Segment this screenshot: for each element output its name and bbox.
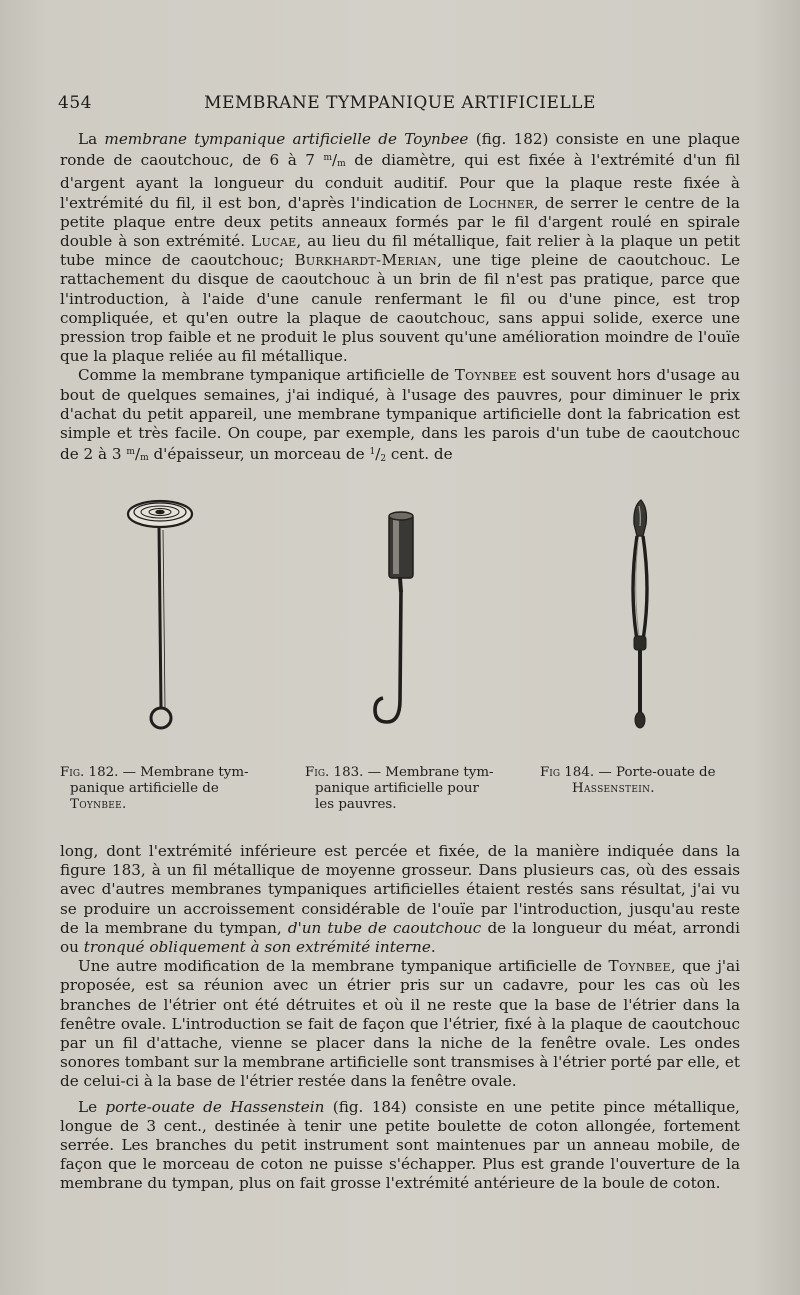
figures-row xyxy=(60,490,760,760)
figure-182-toynbee-membrane xyxy=(125,490,195,740)
page-header xyxy=(58,93,742,117)
page-number: 454 xyxy=(58,93,92,113)
paragraph-continuation: long, dont l'extrémité inférieure est percée et fixée, de la manière indiquée dans la figure 183, à un fil métallique de moyenne grosseur. Dans plusieurs cas, où des essais avec d'autres membranes tympaniques artificielles étaient restés sans résultat, j'ai vu se produire un accroissement considérable de l'ouïe par l'introduction, jusqu'au reste de la membrane du tympan, d'un tube de caoutchouc de la longueur du méat, arrondi ou tronqué obliquement à son extrémité interne. xyxy=(60,842,740,957)
upper-text-block xyxy=(60,130,740,469)
caption-fig-184: Fig 184. — Porte-ouate de Hassenstein. xyxy=(540,765,716,796)
paragraph-pauvres: Comme la membrane tympanique artificielle de Toynbee est souvent hors d'usage au bout de quelques semaines, j'ai indiqué, à l'usage des pauvres, pour diminuer le prix d'achat du petit appareil, une membrane tympanique artificielle dont la fabrication est simple et très facile. On coupe, par exemple, dans les parois d'un tube de caoutchouc de 2 à 3 $^m$/m d'épaisseur, un morceau de $^1/_2$ cent. de xyxy=(60,366,740,465)
running-title: MEMBRANE TYMPANIQUE ARTIFICIELLE xyxy=(204,93,596,113)
figure-184-hassenstein-cotton-carrier xyxy=(615,490,665,740)
caption-fig-183: Fig. 183. — Membrane tym- panique artificielle pour les pauvres. xyxy=(305,765,494,812)
figure-captions xyxy=(60,765,760,825)
lower-text-block xyxy=(60,842,740,1194)
caption-fig-182: Fig. 182. — Membrane tym- panique artificielle de Toynbee. xyxy=(60,765,249,812)
paragraph-etrier: Une autre modification de la membrane tympanique artificielle de Toynbee, que j'ai proposée, est sa réunion avec un étrier pris sur un cadavre, pour les cas où les branches de l'étrier ont été détruites et où il ne reste que la base de l'étrier dans la fenêtre ovale. L'introduction se fait de façon que l'étrier, fixé à la plaque de caoutchouc par un fil d'attache, vienne se placer dans la niche de la fenêtre ovale. Les ondes sonores tombant sur la membrane artificielle sont transmises à l'étrier porté par elle, et de celui-ci à la base de l'étrier restée dans la fenêtre ovale. xyxy=(60,957,740,1091)
paragraph-hassenstein: Le porte-ouate de Hassenstein (fig. 184) consiste en une petite pince métallique, longue de 3 cent., destinée à tenir une petite boulette de coton allongée, fortement serrée. Les branches du petit instrument sont maintenues par un anneau mobile, de façon que le morceau de coton ne puisse s'échapper. Plus est grande l'ouverture de la membrane du tympan, plus on fait grosse l'extrémité antérieure de la boule de coton. xyxy=(60,1097,741,1193)
figure-183-tube-membrane xyxy=(365,490,415,740)
paragraph-toynbee: La membrane tympanique artificielle de Toynbee (fig. 182) consiste en une plaque ronde de caoutchouc, de 6 à 7 $^m$/m de diamètre, qui est fixée à l'extrémité d'un fil d'argent ayant la longueur du conduit auditif. Pour que la plaque reste fixée à l'extrémité du fil, il est bon, d'après l'indication de Lochner, de serrer le centre de la petite plaque entre deux petits anneaux formés par le fil d'argent roulé en spirale double à son extrémité. Lucae, au lieu du fil métallique, fait relier à la plaque un petit tube mince de caoutchouc; Burkhardt-Merian, une tige pleine de caoutchouc. Le rattachement du disque de caoutchouc à un brin de fil n'est pas pratique, parce que l'introduction, à l'aide d'une canule renfermant le fil ou d'une pince, est trop compliquée, et qu'en outre la plaque de caoutchouc, sans appui solide, exerce une pression trop faible et ne produit le plus souvent qu'une amélioration moindre de l'ouïe que la plaque reliée au fil métallique. xyxy=(60,130,741,366)
